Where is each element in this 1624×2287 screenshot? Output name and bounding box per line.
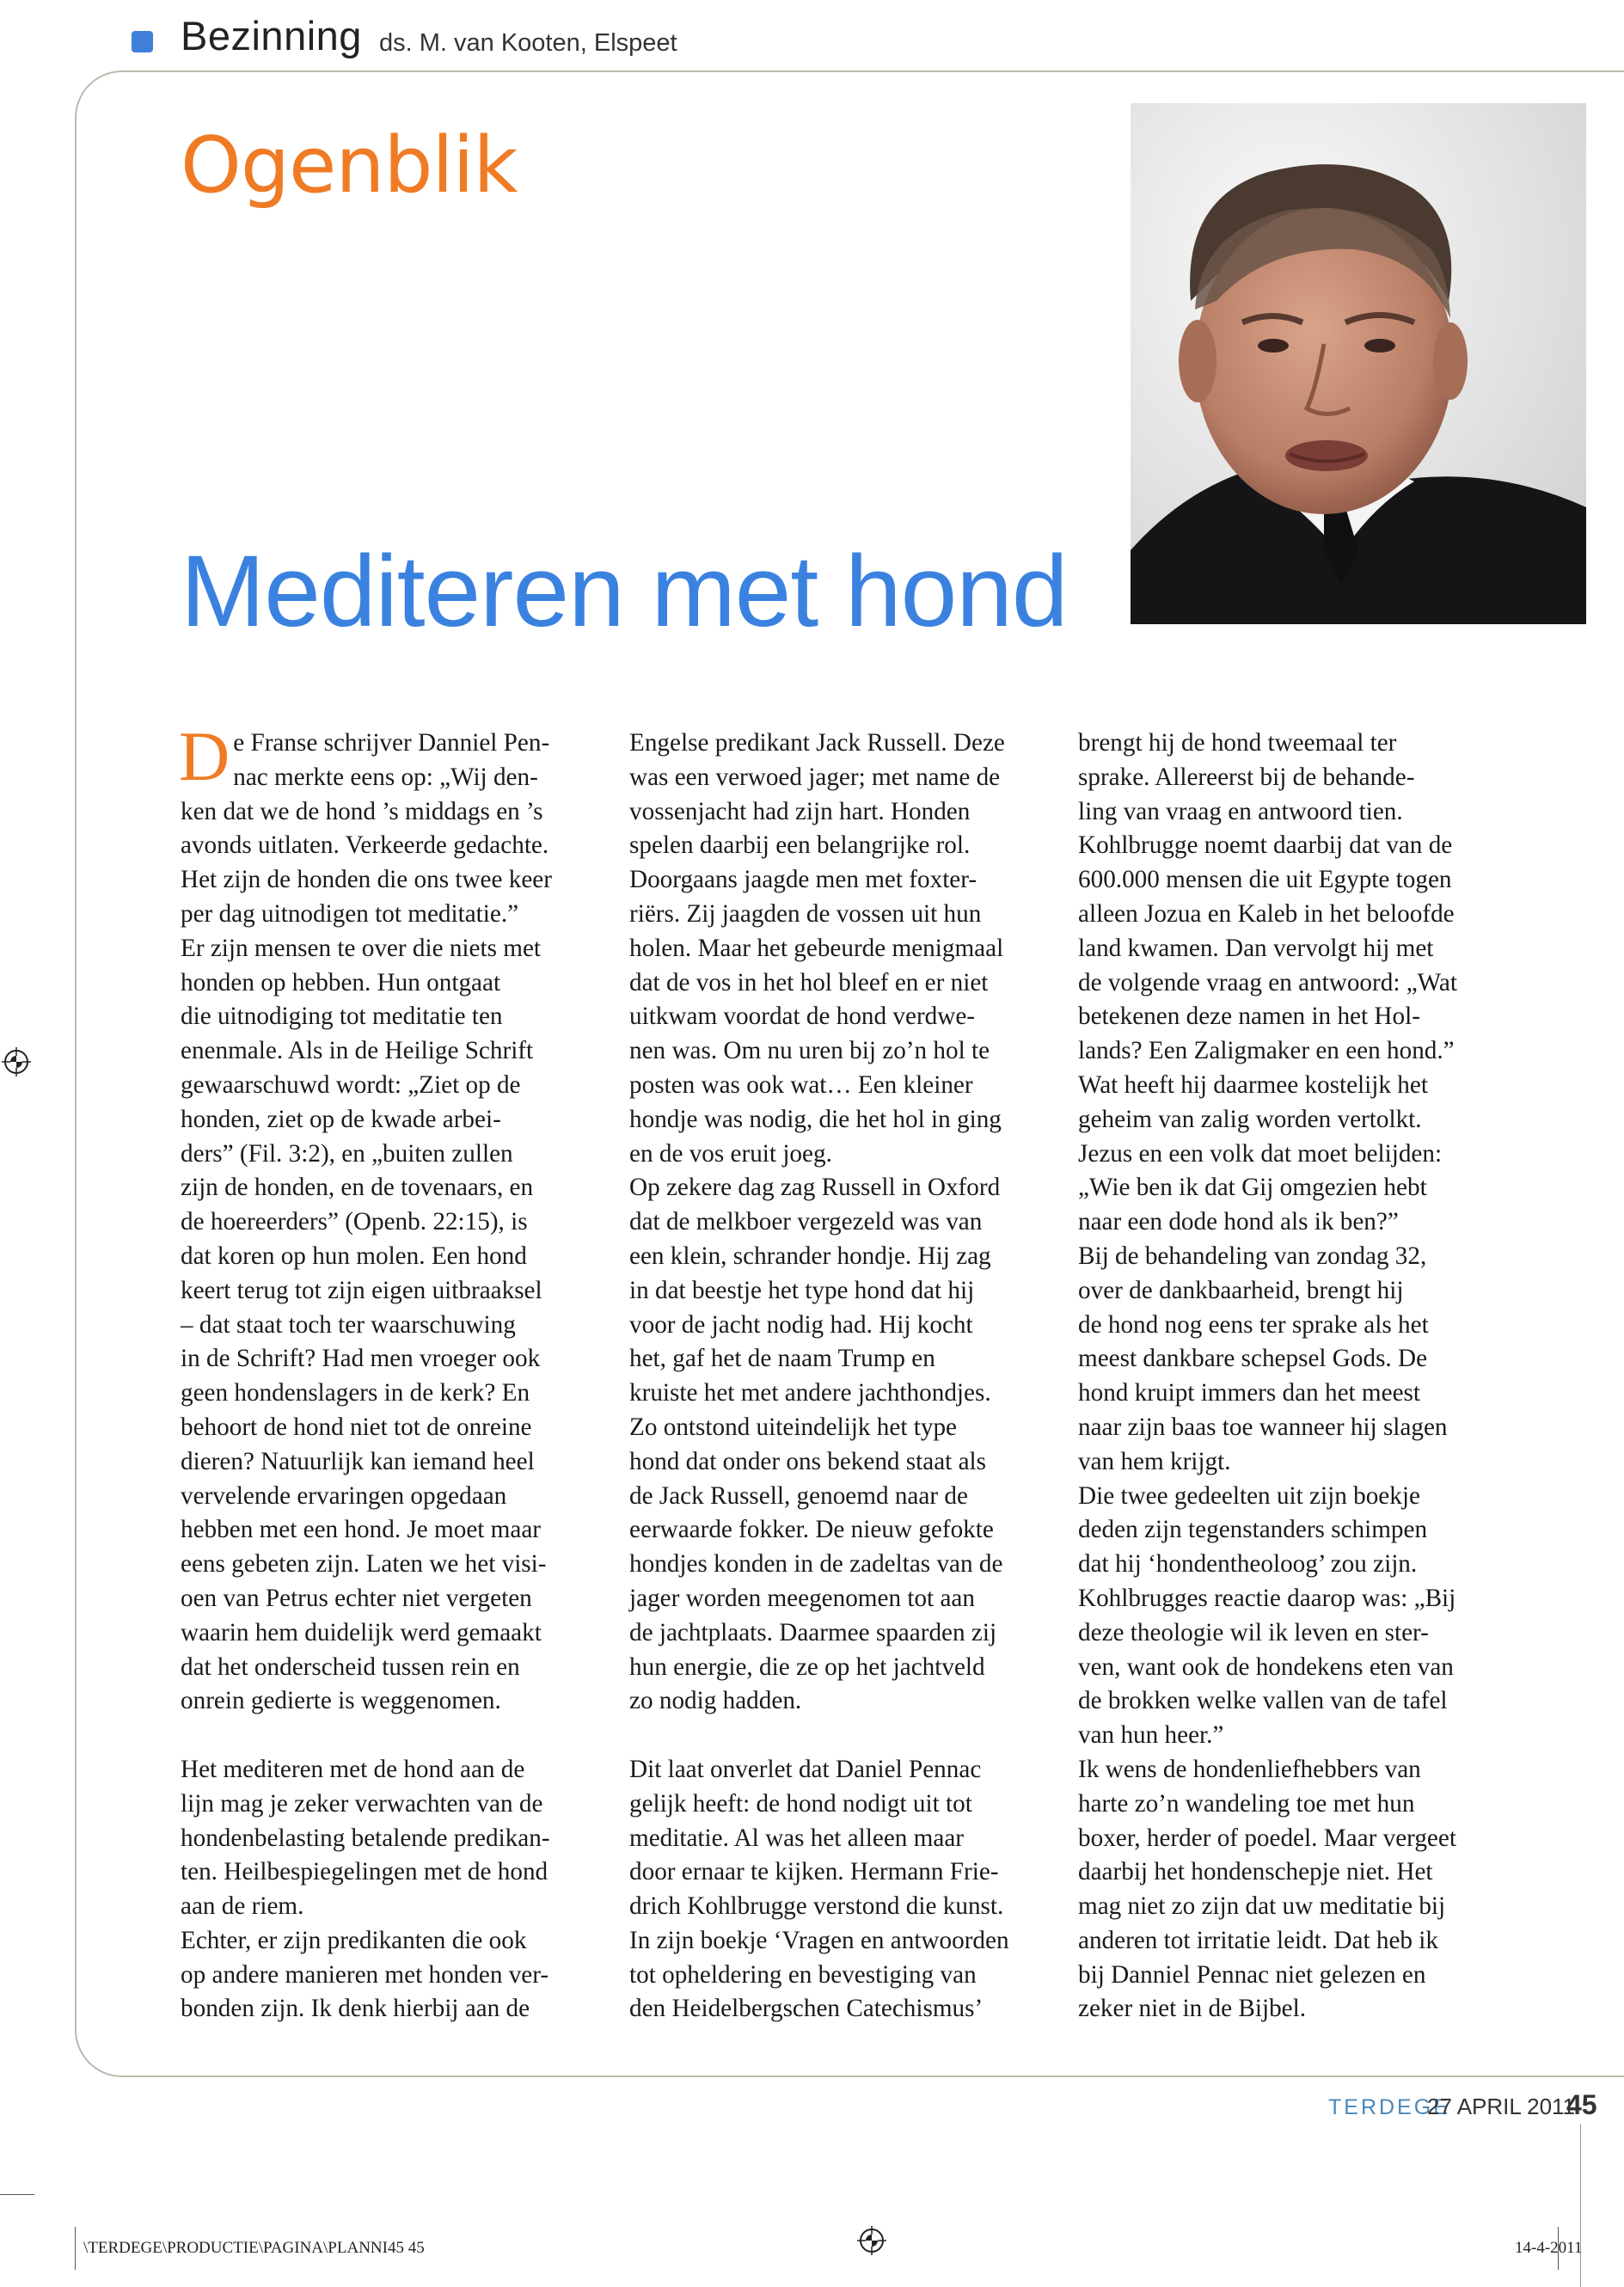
text-line: Kohlbrugges reactie daarop was: „Bij <box>1078 1584 1456 1612</box>
text-line: hond kruipt immers dan het meest <box>1078 1379 1421 1407</box>
text-line: honden op hebben. Hun ontgaat <box>181 968 501 996</box>
text-line: sprake. Allereerst bij de behande- <box>1078 763 1415 791</box>
text-line: oen van Petrus echter niet vergeten <box>181 1584 532 1612</box>
text-line: de hond nog eens ter sprake als het <box>1078 1310 1429 1339</box>
text-line: hondjes konden in de zadeltas van de <box>629 1550 1003 1579</box>
text-line: ten. Heilbespiegelingen met de hond <box>181 1858 548 1886</box>
text-line: eerwaarde fokker. De nieuw gefokte <box>629 1516 994 1544</box>
text-line: ken dat we de hond ’s middags en ’s <box>181 797 543 825</box>
text-line: Doorgaans jaagde men met foxter- <box>629 866 977 894</box>
text-line: hondje was nodig, die het hol in ging <box>629 1105 1002 1133</box>
text-line: vervelende ervaringen opgedaan <box>181 1481 507 1510</box>
text-line: posten was ook wat… Een kleiner <box>629 1070 973 1099</box>
text-line: jager worden meegenomen tot aan <box>629 1584 975 1612</box>
text-line: zeker niet in de Bijbel. <box>1078 1995 1307 2023</box>
text-line: holen. Maar het gebeurde menigmaal <box>629 934 1004 962</box>
text-line: bonden zijn. Ik denk hierbij aan de <box>181 1995 530 2023</box>
text-line: avonds uitlaten. Verkeerde gedachte. <box>181 831 549 860</box>
text-line: dat de melkboer vergezeld was van <box>629 1208 983 1236</box>
text-line: Zo ontstond uiteindelijk het type <box>629 1413 958 1441</box>
text-line: Het mediteren met de hond aan de <box>181 1755 525 1783</box>
crop-mark <box>1580 2124 1581 2287</box>
text-line: dat hij ‘hondentheoloog’ zou zijn. <box>1078 1550 1418 1579</box>
text-line: voor de jacht nodig had. Hij kocht <box>629 1310 973 1339</box>
text-line: en de vos eruit joeg. <box>629 1139 832 1168</box>
text-line: over de dankbaarheid, brengt hij <box>1078 1276 1404 1304</box>
text-line: vossenjacht had zijn hart. Honden <box>629 797 971 825</box>
text-line: Bij de behandeling van zondag 32, <box>1078 1242 1427 1270</box>
text-line: gewaarschuwd wordt: „Ziet op de <box>181 1070 521 1099</box>
text-line: lijn mag je zeker verwachten van de <box>181 1789 543 1818</box>
text-line: harte zo’n wandeling toe met hun <box>1078 1789 1415 1818</box>
text-line: de volgende vraag en antwoord: „Wat <box>1078 968 1457 996</box>
text-line: hondenbelasting betalende predikan- <box>181 1824 550 1852</box>
text-line: spelen daarbij een belangrijke rol. <box>629 831 971 860</box>
text-line: In zijn boekje ‘Vragen en antwoorden <box>629 1926 1009 1954</box>
issue-date: 27 APRIL 2011 <box>1427 2094 1576 2119</box>
text-line: keert terug tot zijn eigen uitbraaksel <box>181 1276 542 1304</box>
text-line: Wat heeft hij daarmee kostelijk het <box>1078 1070 1428 1099</box>
text-line: de hoereerders” (Openb. 22:15), is <box>181 1208 528 1236</box>
text-line: geheim van zalig worden vertolkt. <box>1078 1105 1422 1133</box>
text-line: kruiste het met andere jachthondjes. <box>629 1379 991 1407</box>
text-line: eens gebeten zijn. Laten we het visi- <box>181 1550 547 1579</box>
text-line: in de Schrift? Had men vroeger ook <box>181 1345 541 1373</box>
text-line: ders” (Fil. 3:2), en „buiten zullen <box>181 1139 513 1168</box>
text-line: meditatie. Al was het alleen maar <box>629 1824 965 1852</box>
text-line: enenmale. Als in de Heilige Schrift <box>181 1037 534 1065</box>
text-line: anderen tot irritatie leidt. Dat heb ik <box>1078 1926 1439 1954</box>
text-line: „Wie ben ik dat Gij omgezien hebt <box>1078 1174 1427 1202</box>
text-line: de Jack Russell, genoemd naar de <box>629 1481 968 1510</box>
text-line: nen was. Om nu uren bij zo’n hol te <box>629 1037 990 1065</box>
article-column-3 <box>1078 727 1517 2026</box>
text-line: hun energie, die ze op het jachtveld <box>629 1652 985 1681</box>
text-line: dat koren op hun molen. Een hond <box>181 1242 527 1270</box>
text-line: lands? Een Zaligmaker en een hond.” <box>1078 1037 1455 1065</box>
text-line: zo nodig hadden. <box>629 1687 802 1715</box>
text-line: betekenen deze namen in het Hol- <box>1078 1002 1420 1031</box>
paragraph-gap <box>181 1719 619 1753</box>
article-column-2 <box>629 727 1068 2026</box>
text-line: den Heidelbergschen Catechismus’ <box>629 1995 984 2023</box>
text-line: Engelse predikant Jack Russell. Deze <box>629 729 1005 757</box>
text-line: Het zijn de honden die ons twee keer <box>181 866 552 894</box>
text-line: het, gaf het de naam Trump en <box>629 1345 935 1373</box>
text-line: Op zekere dag zag Russell in Oxford <box>629 1174 1001 1202</box>
text-line: dieren? Natuurlijk kan iemand heel <box>181 1447 535 1475</box>
text-line: gelijk heeft: de hond nodigt uit tot <box>629 1789 972 1818</box>
text-line: naar een dode hond als ik ben?” <box>1078 1208 1399 1236</box>
text-line: Ik wens de hondenliefhebbers van <box>1078 1755 1421 1783</box>
paragraph-gap <box>629 1719 1068 1753</box>
text-line: op andere manieren met honden ver- <box>181 1960 549 1989</box>
text-line: drich Kohlbrugge verstond die kunst. <box>629 1892 1004 1921</box>
text-line: alleen Jozua en Kaleb in het beloofde <box>1078 899 1455 928</box>
text-line: hebben met een hond. Je moet maar <box>181 1516 542 1544</box>
text-line: dat het onderscheid tussen rein en <box>181 1652 520 1681</box>
registration-mark-icon <box>2 1047 31 1081</box>
text-line: Er zijn mensen te over die niets met <box>181 934 542 962</box>
text-line: e Franse schrijver Danniel Pen- <box>233 729 550 757</box>
article-title: Mediteren met hond <box>181 535 1068 648</box>
crop-mark <box>75 2227 76 2270</box>
text-line: waarin hem duidelijk werd gemaakt <box>181 1618 542 1646</box>
text-line: was een verwoed jager; met name de <box>629 763 1001 791</box>
byline: ds. M. van Kooten, Elspeet <box>379 29 677 57</box>
text-line: aan de riem. <box>181 1892 304 1921</box>
text-line: in dat beestje het type hond dat hij <box>629 1276 975 1304</box>
text-line: – dat staat toch ter waarschuwing <box>181 1310 516 1339</box>
file-slug: \TERDEGE\PRODUCTIE\PAGINA\PLANNI45 45 <box>83 2239 425 2257</box>
text-line: honden, ziet op de kwade arbei- <box>181 1105 501 1133</box>
text-line: ling van vraag en antwoord tien. <box>1078 797 1403 825</box>
text-line: van hun heer.” <box>1078 1721 1224 1750</box>
kicker: Ogenblik <box>181 120 518 211</box>
text-line: land kwamen. Dan vervolgt hij met <box>1078 934 1434 962</box>
text-line: 600.000 mensen die uit Egypte togen <box>1078 866 1452 894</box>
text-line: geen hondenslagers in de kerk? En <box>181 1379 530 1407</box>
page-number: 45 <box>1566 2089 1597 2120</box>
text-line: bij Danniel Pennac niet gelezen en <box>1078 1960 1426 1989</box>
registration-mark-icon <box>857 2226 886 2259</box>
text-line: hond dat onder ons bekend staat als <box>629 1447 987 1475</box>
slug-date: 14-4-2011 <box>1515 2239 1583 2257</box>
text-line: die uitnodiging tot meditatie ten <box>181 1002 503 1031</box>
section-square-icon <box>132 31 153 52</box>
text-line: brengt hij de hond tweemaal ter <box>1078 729 1397 757</box>
text-line: nac merkte eens op: „Wij den- <box>233 763 538 791</box>
text-line: de jachtplaats. Daarmee spaarden zij <box>629 1618 997 1646</box>
drop-cap: D <box>179 717 230 795</box>
author-photo <box>1131 103 1586 624</box>
text-line: behoort de hond niet tot de onreine <box>181 1413 532 1441</box>
text-line: tot opheldering en bevestiging van <box>629 1960 977 1989</box>
text-line: onrein gedierte is weggenomen. <box>181 1687 501 1715</box>
text-line: een klein, schrander hondje. Hij zag <box>629 1242 991 1270</box>
text-line: naar zijn baas toe wanneer hij slagen <box>1078 1413 1448 1441</box>
text-line: Echter, er zijn predikanten die ook <box>181 1926 527 1954</box>
text-line: uitkwam voordat de hond verdwe- <box>629 1002 976 1031</box>
magazine-name: TERDEGE <box>1328 2095 1450 2119</box>
text-line: riërs. Zij jaagden de vossen uit hun <box>629 899 982 928</box>
section-label: Bezinning <box>181 13 362 58</box>
text-line: mag niet zo zijn dat uw meditatie bij <box>1078 1892 1446 1921</box>
text-line: door ernaar te kijken. Hermann Frie- <box>629 1858 999 1886</box>
crop-mark <box>0 2194 34 2195</box>
article-column-1 <box>179 717 619 2026</box>
text-line: per dag uitnodigen tot meditatie.” <box>181 899 519 928</box>
text-line: boxer, herder of poedel. Maar vergeet <box>1078 1824 1456 1852</box>
text-line: Kohlbrugge noemt daarbij dat van de <box>1078 831 1453 860</box>
text-line: daarbij het hondenschepje niet. Het <box>1078 1858 1433 1886</box>
text-line: meest dankbare schepsel Gods. De <box>1078 1345 1428 1373</box>
text-line: dat de vos in het hol bleef en er niet <box>629 968 989 996</box>
text-line: Jezus en een volk dat moet belijden: <box>1078 1139 1443 1168</box>
text-line: zijn de honden, en de tovenaars, en <box>181 1174 534 1202</box>
text-line: van hem krijgt. <box>1078 1447 1231 1475</box>
text-line: de brokken welke vallen van de tafel <box>1078 1687 1448 1715</box>
text-line: deze theologie wil ik leven en ster- <box>1078 1618 1429 1646</box>
text-line: deden zijn tegenstanders schimpen <box>1078 1516 1428 1544</box>
text-line: Dit laat onverlet dat Daniel Pennac <box>629 1755 982 1783</box>
text-line: Die twee gedeelten uit zijn boekje <box>1078 1481 1420 1510</box>
text-line: ven, want ook de hondekens eten van <box>1078 1652 1454 1681</box>
